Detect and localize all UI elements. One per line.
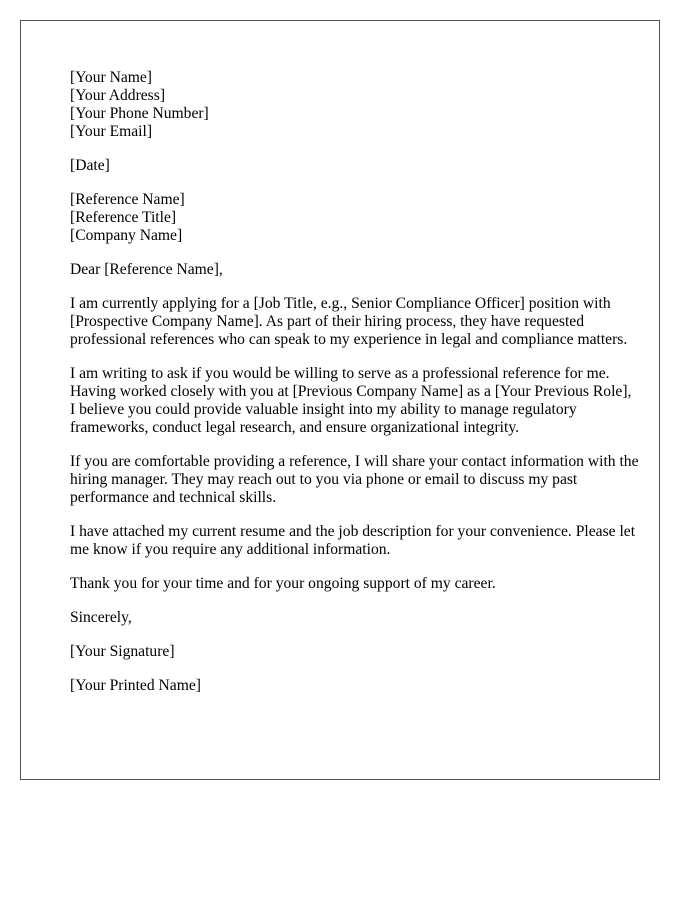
printed-name-block <box>70 677 670 695</box>
letter-date: [Date] <box>70 157 110 174</box>
sender-email: [Your Email] <box>70 123 153 140</box>
recipient-block <box>70 191 670 245</box>
letter-page <box>20 20 660 780</box>
paragraph-3 <box>70 453 670 507</box>
salutation-block <box>70 261 670 279</box>
signature: [Your Signature] <box>70 643 175 660</box>
recipient-name: [Reference Name] <box>70 191 185 208</box>
paragraph-line: I believe you could provide valuable insight into my ability to manage regulatory <box>70 401 577 418</box>
paragraph-5 <box>70 575 670 593</box>
salutation: Dear [Reference Name], <box>70 261 223 278</box>
paragraph-line: hiring manager. They may reach out to you via phone or email to discuss my past <box>70 471 578 488</box>
date-block <box>70 157 670 175</box>
recipient-company: [Company Name] <box>70 227 183 244</box>
recipient-title: [Reference Title] <box>70 209 177 226</box>
paragraph-line: If you are comfortable providing a reference, I will share your contact information with the <box>70 453 639 470</box>
sender-name: [Your Name] <box>70 69 153 86</box>
paragraph-line: Having worked closely with you at [Previous Company Name] as a [Your Previous Role], <box>70 383 632 400</box>
paragraph-line: I have attached my current resume and the job description for your convenience. Please let <box>70 523 636 540</box>
closing-block <box>70 609 670 627</box>
paragraph-line: [Prospective Company Name]. As part of their hiring process, they have requested <box>70 313 585 330</box>
sender-address: [Your Address] <box>70 87 166 104</box>
printed-name: [Your Printed Name] <box>70 677 201 694</box>
paragraph-line: professional references who can speak to my experience in legal and compliance matters. <box>70 331 628 348</box>
letter-body <box>70 69 670 711</box>
paragraph-line: Thank you for your time and for your ongoing support of my career. <box>70 575 496 592</box>
closing: Sincerely, <box>70 609 132 626</box>
paragraph-line: I am writing to ask if you would be willing to serve as a professional reference for me. <box>70 365 610 382</box>
sender-phone: [Your Phone Number] <box>70 105 209 122</box>
paragraph-line: I am currently applying for a [Job Title, e.g., Senior Compliance Officer] position with <box>70 295 611 312</box>
paragraph-1 <box>70 295 670 349</box>
paragraph-4 <box>70 523 670 559</box>
paragraph-line: frameworks, conduct legal research, and ensure organizational integrity. <box>70 419 520 436</box>
paragraph-line: performance and technical skills. <box>70 489 277 506</box>
signature-block <box>70 643 670 661</box>
sender-block <box>70 69 670 141</box>
paragraph-2 <box>70 365 670 437</box>
paragraph-line: me know if you require any additional information. <box>70 541 391 558</box>
